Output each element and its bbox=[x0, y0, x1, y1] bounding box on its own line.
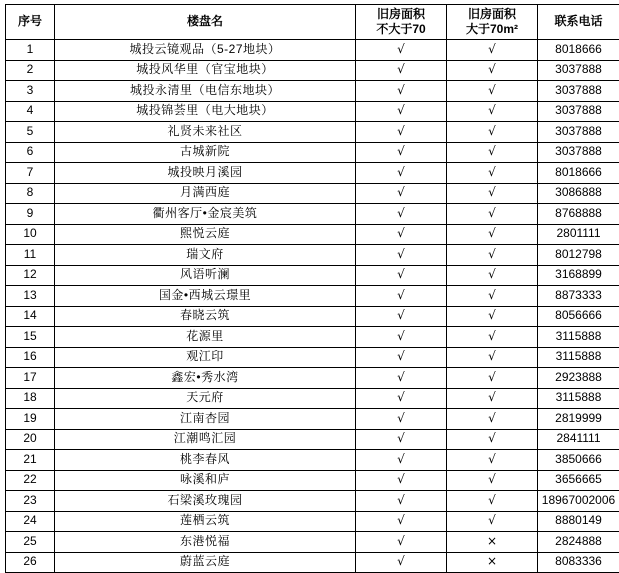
cell-phone: 2801111 bbox=[538, 224, 619, 245]
table-row bbox=[6, 101, 619, 122]
cell-phone: 2824888 bbox=[538, 532, 619, 553]
cell-phone: 3086888 bbox=[538, 183, 619, 204]
table-row bbox=[6, 224, 619, 245]
cell-phone: 8873333 bbox=[538, 286, 619, 307]
cell-area-le70: √ bbox=[356, 265, 447, 286]
cell-phone: 18967002006 bbox=[538, 491, 619, 512]
cell-phone: 8768888 bbox=[538, 204, 619, 225]
column-header-area-gt70-line2: 大于70m² bbox=[466, 22, 518, 37]
table-row bbox=[6, 532, 619, 553]
table-row bbox=[6, 327, 619, 348]
cell-area-le70: √ bbox=[356, 450, 447, 471]
table-row bbox=[6, 245, 619, 266]
column-header-area-gt70 bbox=[447, 5, 538, 40]
cell-phone: 8018666 bbox=[538, 40, 619, 61]
cell-index: 7 bbox=[6, 163, 55, 184]
cell-index: 17 bbox=[6, 368, 55, 389]
cell-area-le70: √ bbox=[356, 286, 447, 307]
cell-area-le70: √ bbox=[356, 470, 447, 491]
cell-phone: 3850666 bbox=[538, 450, 619, 471]
cell-area-gt70: √ bbox=[447, 245, 538, 266]
cell-area-le70: √ bbox=[356, 40, 447, 61]
cell-area-le70: √ bbox=[356, 388, 447, 409]
table-row bbox=[6, 306, 619, 327]
cell-index: 6 bbox=[6, 142, 55, 163]
cell-project-name: 月满西庭 bbox=[55, 183, 356, 204]
table-row bbox=[6, 470, 619, 491]
cell-phone: 3037888 bbox=[538, 101, 619, 122]
cell-index: 13 bbox=[6, 286, 55, 307]
cell-project-name: 城投云镜观品（5-27地块） bbox=[55, 40, 356, 61]
column-header-area-le70 bbox=[356, 5, 447, 40]
cell-phone: 3037888 bbox=[538, 122, 619, 143]
cell-area-le70: √ bbox=[356, 60, 447, 81]
cell-project-name: 石梁溪玫瑰园 bbox=[55, 491, 356, 512]
cell-area-le70: √ bbox=[356, 532, 447, 553]
table-row bbox=[6, 81, 619, 102]
cell-area-gt70: √ bbox=[447, 306, 538, 327]
cell-phone: 3115888 bbox=[538, 388, 619, 409]
cell-area-gt70: √ bbox=[447, 122, 538, 143]
cell-phone: 3037888 bbox=[538, 142, 619, 163]
cell-project-name: 东港悦福 bbox=[55, 532, 356, 553]
table-row bbox=[6, 491, 619, 512]
cell-phone: 3037888 bbox=[538, 60, 619, 81]
cell-index: 20 bbox=[6, 429, 55, 450]
table-row bbox=[6, 204, 619, 225]
cell-project-name: 礼贤未来社区 bbox=[55, 122, 356, 143]
cell-project-name: 蔚蓝云庭 bbox=[55, 552, 356, 573]
cell-index: 10 bbox=[6, 224, 55, 245]
cell-area-gt70: √ bbox=[447, 429, 538, 450]
cell-phone: 2841111 bbox=[538, 429, 619, 450]
column-header-index: 序号 bbox=[6, 5, 55, 40]
cell-index: 12 bbox=[6, 265, 55, 286]
cell-project-name: 城投永清里（电信东地块） bbox=[55, 81, 356, 102]
cell-area-le70: √ bbox=[356, 491, 447, 512]
table-row bbox=[6, 429, 619, 450]
cell-project-name: 天元府 bbox=[55, 388, 356, 409]
table-row bbox=[6, 388, 619, 409]
cell-area-gt70: √ bbox=[447, 60, 538, 81]
cell-project-name: 观江印 bbox=[55, 347, 356, 368]
cell-area-gt70: √ bbox=[447, 409, 538, 430]
cell-index: 1 bbox=[6, 40, 55, 61]
cell-index: 24 bbox=[6, 511, 55, 532]
table-row bbox=[6, 40, 619, 61]
cell-area-le70: √ bbox=[356, 122, 447, 143]
cell-project-name: 国金•西城云璟里 bbox=[55, 286, 356, 307]
cell-project-name: 春晓云筑 bbox=[55, 306, 356, 327]
cell-index: 21 bbox=[6, 450, 55, 471]
table-row bbox=[6, 60, 619, 81]
table-row bbox=[6, 122, 619, 143]
cell-area-gt70: √ bbox=[447, 470, 538, 491]
cell-index: 14 bbox=[6, 306, 55, 327]
cell-project-name: 莲栖云筑 bbox=[55, 511, 356, 532]
cell-phone: 2819999 bbox=[538, 409, 619, 430]
cell-area-gt70: √ bbox=[447, 450, 538, 471]
cell-phone: 8018666 bbox=[538, 163, 619, 184]
cell-project-name: 古城新院 bbox=[55, 142, 356, 163]
cell-index: 9 bbox=[6, 204, 55, 225]
cell-area-le70: √ bbox=[356, 552, 447, 573]
cell-area-gt70: √ bbox=[447, 224, 538, 245]
cell-area-gt70: √ bbox=[447, 511, 538, 532]
cell-project-name: 城投锦荟里（电大地块） bbox=[55, 101, 356, 122]
cell-index: 25 bbox=[6, 532, 55, 553]
cell-project-name: 花源里 bbox=[55, 327, 356, 348]
table-row bbox=[6, 183, 619, 204]
cell-area-le70: √ bbox=[356, 183, 447, 204]
table-row bbox=[6, 552, 619, 573]
cell-project-name: 风语听澜 bbox=[55, 265, 356, 286]
cell-area-gt70: √ bbox=[447, 183, 538, 204]
cell-project-name: 桃李春风 bbox=[55, 450, 356, 471]
cell-area-le70: √ bbox=[356, 101, 447, 122]
cell-phone: 2923888 bbox=[538, 368, 619, 389]
cell-project-name: 城投映月溪园 bbox=[55, 163, 356, 184]
cell-area-gt70: √ bbox=[447, 101, 538, 122]
cell-area-le70: √ bbox=[356, 511, 447, 532]
cell-project-name: 瑞文府 bbox=[55, 245, 356, 266]
table-body bbox=[6, 40, 619, 573]
cell-area-le70: √ bbox=[356, 204, 447, 225]
column-header-area-gt70-line1: 旧房面积 bbox=[468, 7, 516, 22]
table-row bbox=[6, 347, 619, 368]
table-header-row bbox=[6, 5, 619, 40]
column-header-area-le70-line2: 不大于70 bbox=[376, 22, 425, 37]
cell-phone: 8056666 bbox=[538, 306, 619, 327]
cell-area-le70: √ bbox=[356, 429, 447, 450]
cell-index: 18 bbox=[6, 388, 55, 409]
project-listing-table bbox=[5, 4, 619, 573]
cell-index: 22 bbox=[6, 470, 55, 491]
cell-phone: 3115888 bbox=[538, 327, 619, 348]
cell-index: 15 bbox=[6, 327, 55, 348]
cell-area-gt70: √ bbox=[447, 286, 538, 307]
cell-phone: 8880149 bbox=[538, 511, 619, 532]
table-row bbox=[6, 286, 619, 307]
cell-index: 3 bbox=[6, 81, 55, 102]
cell-phone: 3115888 bbox=[538, 347, 619, 368]
cell-project-name: 江南杏园 bbox=[55, 409, 356, 430]
table-row bbox=[6, 450, 619, 471]
cell-phone: 3168899 bbox=[538, 265, 619, 286]
table-row bbox=[6, 409, 619, 430]
cell-project-name: 江潮鸣汇园 bbox=[55, 429, 356, 450]
cell-area-le70: √ bbox=[356, 327, 447, 348]
cell-area-gt70: √ bbox=[447, 163, 538, 184]
cell-project-name: 衢州客厅•金宸美筑 bbox=[55, 204, 356, 225]
cell-area-le70: √ bbox=[356, 81, 447, 102]
cell-area-le70: √ bbox=[356, 163, 447, 184]
cell-index: 5 bbox=[6, 122, 55, 143]
table-row bbox=[6, 142, 619, 163]
cell-area-le70: √ bbox=[356, 306, 447, 327]
cell-area-gt70: √ bbox=[447, 265, 538, 286]
cell-project-name: 鑫宏•秀水湾 bbox=[55, 368, 356, 389]
cell-area-le70: √ bbox=[356, 409, 447, 430]
cell-index: 8 bbox=[6, 183, 55, 204]
cell-area-le70: √ bbox=[356, 224, 447, 245]
cell-area-le70: √ bbox=[356, 347, 447, 368]
cell-project-name: 熙悦云庭 bbox=[55, 224, 356, 245]
cell-area-gt70: √ bbox=[447, 491, 538, 512]
cell-index: 26 bbox=[6, 552, 55, 573]
cell-area-gt70: √ bbox=[447, 327, 538, 348]
cell-index: 4 bbox=[6, 101, 55, 122]
cell-project-name: 城投风华里（官宝地块） bbox=[55, 60, 356, 81]
cell-index: 23 bbox=[6, 491, 55, 512]
cell-phone: 8083336 bbox=[538, 552, 619, 573]
cell-area-gt70: √ bbox=[447, 347, 538, 368]
cell-area-le70: √ bbox=[356, 245, 447, 266]
cell-area-gt70: × bbox=[447, 532, 538, 553]
column-header-project: 楼盘名 bbox=[55, 5, 356, 40]
cell-project-name: 咏溪和庐 bbox=[55, 470, 356, 491]
cell-area-le70: √ bbox=[356, 368, 447, 389]
column-header-area-le70-line1: 旧房面积 bbox=[377, 7, 425, 22]
cell-index: 19 bbox=[6, 409, 55, 430]
cell-area-gt70: √ bbox=[447, 40, 538, 61]
cell-phone: 3037888 bbox=[538, 81, 619, 102]
cell-area-le70: √ bbox=[356, 142, 447, 163]
cell-phone: 3656665 bbox=[538, 470, 619, 491]
table-header bbox=[6, 5, 619, 40]
cell-area-gt70: √ bbox=[447, 368, 538, 389]
column-header-phone: 联系电话 bbox=[538, 5, 619, 40]
table-row bbox=[6, 511, 619, 532]
cell-index: 16 bbox=[6, 347, 55, 368]
cell-area-gt70: √ bbox=[447, 81, 538, 102]
table-row bbox=[6, 265, 619, 286]
cell-area-gt70: × bbox=[447, 552, 538, 573]
cell-area-gt70: √ bbox=[447, 388, 538, 409]
cell-area-gt70: √ bbox=[447, 204, 538, 225]
table-row bbox=[6, 163, 619, 184]
cell-phone: 8012798 bbox=[538, 245, 619, 266]
cell-index: 11 bbox=[6, 245, 55, 266]
cell-index: 2 bbox=[6, 60, 55, 81]
table-row bbox=[6, 368, 619, 389]
cell-area-gt70: √ bbox=[447, 142, 538, 163]
